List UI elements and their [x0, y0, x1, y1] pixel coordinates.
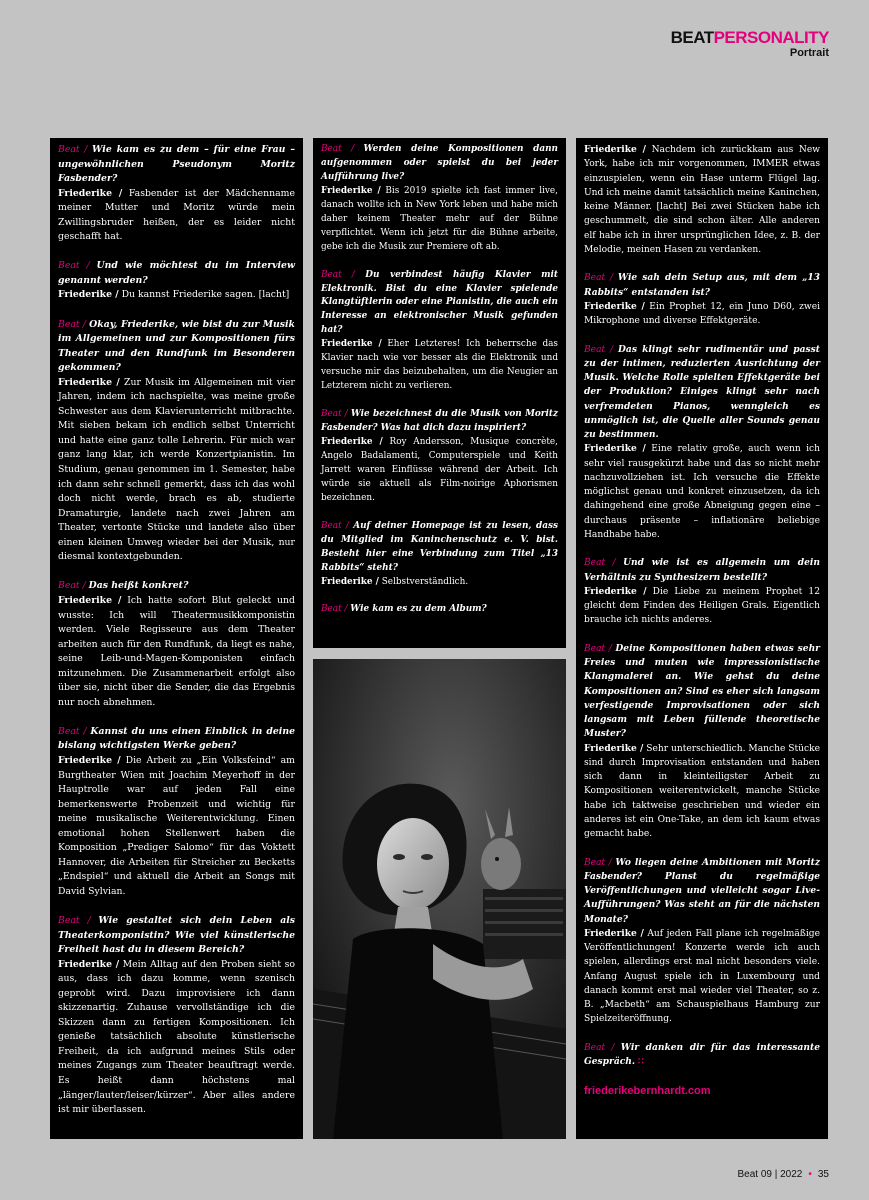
qa-block [584, 556, 820, 627]
interviewer-label: Beat / [58, 260, 90, 272]
answer-text: Ich hatte sofort Blut geleckt und wusste: Ich will Theatermusikkomponistin werden. Viele Regisseure aus dem Theater arbeiten auch für den Rundfunk, da liegt es nahe, seine Leib-und-Magen-Komponisten einfach mitzunehmen. Die Zusammenarbeit erfolgt also über sie, nicht über die Sender, die das Ergebnis nur noch abnehmen. [58, 594, 295, 708]
question-text: Okay, Friederike, wie bist du zur Musik im Allgemeinen und zur Kompositionen fürs Theater und den Rundfunk im Besonderen gekommen? [58, 318, 296, 374]
qa-block [58, 914, 295, 1118]
qa-block [58, 579, 295, 710]
interviewer-label: Beat / [584, 1042, 615, 1053]
answer-text: Bis 2019 spielte ich fast immer live, danach wollte ich in New York leben und habe mich daher keinem Theater mehr auf der Bühne verpflichtet. Wenn ich jetzt für die Bühne arbeite, gebe ich die Musik zur Premiere oft ab. [321, 185, 559, 252]
answer-text: Roy Andersson, Musique concrète, Angelo Badalamenti, Computerspiele und Keith Jarrett waren Einflüsse während der Arbeit. Ich würde sie aktuell als Film-noirige Aphorismen bezeichnen. [321, 436, 558, 503]
interviewer-label: Beat / [321, 269, 355, 280]
interviewer-label: Beat / [321, 144, 355, 154]
qa-block [584, 642, 820, 842]
answer-text: Sehr unterschiedlich. Manche Stücke sind durch Improvisation entstanden und haben sich dann in kleinteiligster Arbeit zu Kompositionen weiterentwickelt, manche Stücke habe ich taktweise geschrieben und wieder ein anderes ist ein One-Take, an dem ich kaum etwas gemacht habe. [584, 743, 820, 839]
qa-block [584, 271, 820, 328]
question-text: Kannst du uns einen Einblick in deine bislang wichtigsten Werke geben? [58, 725, 296, 752]
interviewer-label: Beat / [584, 273, 614, 284]
question-text: Deine Kompositionen haben etwas sehr Freies und muten wie impressionistische Klangmalerei an. Wie gehst du deine Kompositionen an? Sind es eher sich langsam verfestigende Improvisationen oder sich langsam mit Leben füllende theoretische Muster? [584, 642, 820, 740]
speaker-label: Friederike / [58, 289, 119, 301]
masthead [671, 28, 829, 59]
question-text: Und wie möchtest du im Interview genannt werden? [58, 260, 295, 286]
speaker-label: Friederike / [321, 185, 381, 196]
interviewer-label: Beat / [321, 520, 349, 531]
interviewer-label: Beat / [584, 857, 612, 868]
speaker-label: Friederike / [584, 585, 647, 597]
speaker-label: Friederike / [58, 958, 120, 970]
question-text: Wie gestaltet sich dein Leben als Theaterkomponistin? Wie viel künstlerische Freiheit hast du in diesem Bereich? [58, 914, 295, 956]
qa-block [58, 725, 295, 900]
speaker-label: Friederike / [321, 576, 379, 587]
question-text: Wie sah dein Setup aus, mit dem „13 Rabbits“ entstanden ist? [584, 272, 820, 298]
section-label: Portrait [789, 47, 829, 59]
question-text: Du verbindest häufig Klavier mit Elektronik. Bist du eine Klavier spielende Klangtüftlerin oder eine Pianistin, die auch ein Interesse an elektronischer Musik gefunden hat? [321, 269, 559, 336]
question-text: Wie kam es zu dem – für eine Frau – ungewöhnlichen Pseudonym Moritz Fasbender? [58, 144, 295, 185]
answer-paragraph [584, 143, 820, 257]
speaker-label: Friederike / [58, 754, 121, 766]
interviewer-label: Beat / [321, 604, 348, 615]
text-column-3 [576, 138, 828, 1139]
qa-block [584, 343, 820, 543]
answer-text: Auf jeden Fall plane ich regelmäßige Veröffentlichungen! Konzerte werde ich auch spielen, allerdings erst mal nicht besonders viele. Anfang August spiele ich in Luxembourg und danach kommt erst mal wieder viel Theater, so z. B. „Macbeth“ am Schauspielhaus Hamburg zur Spielzeiteröffnung. [584, 928, 820, 1025]
speaker-label: Friederike / [584, 927, 644, 939]
question-text: Wie kam es zu dem Album? [350, 604, 487, 615]
masthead-personality: PERSONALITY [713, 28, 829, 47]
portrait-photo [313, 659, 566, 1139]
interviewer-label: Beat / [58, 144, 88, 155]
portrait-illustration [313, 659, 566, 1139]
answer-text: Die Arbeit zu „Ein Volksfeind“ am Burgtheater Wien mit Joachim Meyerhoff in der Hauptrolle war auf jeden Fall eine bemerkenswerte Probenzeit und wichtig für meine musikalische Weiterentwicklung. Einen emotional hohen Stellenwert haben die Komposition „Prediger Salomo“ für das Voktett Hannover, die Arbeiten für Streicher zu Becketts „Endspiel“ und aktuell die Arbeit an Songs mit David Sylvian. [58, 754, 295, 897]
interviewer-label: Beat / [584, 344, 614, 355]
answer-text: Zur Musik im Allgemeinen mit vier Jahren, indem ich nachspielte, was meine große Schwester aus dem Klavierunterricht mitbrachte. Mit sieben bekam ich endlich selbst Unterricht und hatte eine ganz tolle Lehrerin. Für mich war ganz lang klar, ich werde Konzertpianistin. Im Studium, genau genommen im 1. Semester, habe ich dann sehr schnell gemerkt, dass ich das wohl doch nicht werde, brach es ab, studierte Dramaturgie, landete nach zwei Jahren am Theater, vertonte Stücke und landete also über einen kleinen Umweg wieder bei der Musik, nur diesmal kontextgebunden. [58, 376, 295, 563]
question-text: Werden deine Kompositionen dann aufgenommen oder spielst du bei jeder Aufführung live? [321, 144, 558, 182]
speaker-label: Friederike / [584, 144, 646, 155]
qa-block [321, 520, 558, 590]
qa-block [584, 856, 820, 1027]
question-text: Das klingt sehr rudimentär und passt zu der intimen, reduzierten Ausrichtung der Musik. Welche Rolle spielten Effektgeräte bei der Produktion? Einiges klingt sehr nach verfremdeten Pianos, wenngleich es unmöglich ist, die Quelle aller Sounds genau zu bestimmen. [584, 343, 820, 440]
answer-text: Fasbender ist der Mädchenname meiner Mutter und Moritz würde mein Zwillingsbruder heißen, der es leider nicht geschafft hat. [58, 187, 295, 243]
answer-text: Ein Prophet 12, ein Juno D60, zwei Mikrophone und diverse Effektgeräte. [584, 301, 820, 326]
question-text: Wo liegen deine Ambitionen mit Moritz Fasbender? Planst du regelmäßige Veröffentlichungen und vielleicht sogar Live-Aufführungen? Was steht an für die nächsten Monate? [584, 856, 820, 925]
answer-text: Mein Alltag auf den Proben sieht so aus, dass ich dazu komme, wenn szenisch geprobt wird. Dazu improvisiere ich dann skizzenartig. Zuhause vervollständige ich die Skizzen dann zu fertigen Kompositionen. Ich genieße tatsächlich absolute künstlerische Freiheit, da ich aufgrund meines Stils oder meines Zugangs zum Theater beauftragt werde. Es heißt dann höchstens mal „länger/lauter/leiser/kürzer“. Aber alles andere ist mir überlassen. [58, 958, 295, 1116]
answer-text: Eher Letzteres! Ich beherrsche das Klavier nach wie vor besser als die Elektronik und versuche mir das beizubehalten, um die Neugier an Letzterem nicht zu verlieren. [321, 339, 558, 392]
speaker-label: Friederike / [58, 376, 120, 388]
masthead-beat: BEAT [670, 28, 714, 47]
qa-block [58, 259, 295, 303]
answer-text: Eine relativ große, auch wenn ich sehr viel rausgekürzt habe und das so nicht mehr nachzuvollziehen ist. Ich versuche die Effekte möglichst genau und konkret einzusetzen, da ich dahingehend eine große Abneigung gegen eine – durchaus präsente – inflationäre beliebige Handhabe habe. [584, 444, 820, 540]
qa-list [584, 271, 820, 1026]
speaker-label: Friederike / [58, 187, 123, 199]
speaker-label: Friederike / [321, 436, 383, 447]
speaker-label: Friederike / [58, 594, 122, 606]
qa-block [58, 143, 295, 245]
interviewer-label: Beat / [584, 558, 616, 569]
question-text: Auf deiner Homepage ist zu lesen, dass du Mitglied im Kaninchenschutz e. V. bist. Besteht hier eine Verbindung zum Titel „13 Rabbits“ steht? [321, 520, 558, 573]
qa-block [58, 318, 295, 565]
interviewer-label: Beat / [58, 725, 87, 737]
speaker-label: Friederike / [584, 443, 646, 455]
question-text: Das heißt konkret? [88, 580, 189, 592]
page-number: 35 [817, 1169, 829, 1180]
website-link[interactable]: friederikebernhardt.com [584, 1084, 711, 1097]
qa-block [321, 143, 558, 255]
url-paragraph [584, 1084, 820, 1099]
closing-paragraph [584, 1041, 820, 1070]
interviewer-label: Beat / [321, 409, 348, 420]
answer-text: Du kannst Friederike sagen. [lacht] [121, 289, 290, 301]
answer-text: Die Liebe zu meinem Prophet 12 gleicht dem Finden des Heiligen Grals. Eigentlich brauche ich nichts anderes. [584, 586, 820, 626]
answer-text: Selbstverständlich. [381, 576, 469, 587]
speaker-label: Friederike / [584, 742, 644, 754]
interviewer-label: Beat / [58, 580, 86, 592]
speaker-label: Friederike / [584, 300, 645, 312]
answer-text: Nachdem ich zurückkam aus New York, habe ich mir vorgenommen, IMMER etwas einzuspielen, wenn ein Hase unterm Flügel lag. Und ich meine damit tatsächlich meine Kaninchen, keine Männer. [lacht] Bei zwei Stücken habe ich geschummelt, die sind schon älter. Alle anderen elf habe ich in ihrer ursprünglichen Idee, z. B. der Melodie, meinen Hasen zu verdanken. [584, 145, 820, 255]
question-text: Und wie ist es allgemein um dein Verhältnis zu Synthesizern bestellt? [584, 557, 820, 583]
qa-block [321, 603, 558, 617]
interviewer-label: Beat / [58, 914, 91, 926]
issue-label: Beat 09 | 2022 [737, 1169, 803, 1180]
speaker-label: Friederike / [321, 339, 382, 350]
footer-separator-icon: • [808, 1169, 812, 1180]
closing-text: Wir danken dir für das interessante Gespräch. [584, 1041, 820, 1067]
page-footer [737, 1169, 829, 1180]
question-text: Wie bezeichnest du die Musik von Moritz Fasbender? Was hat dich dazu inspiriert? [321, 409, 558, 434]
text-column-1 [50, 138, 303, 1139]
interviewer-label: Beat / [58, 318, 86, 330]
qa-block [321, 269, 558, 395]
interviewer-label: Beat / [584, 643, 612, 654]
text-column-2 [313, 138, 566, 648]
qa-block [321, 408, 558, 506]
end-mark: ∷ [637, 1056, 644, 1067]
